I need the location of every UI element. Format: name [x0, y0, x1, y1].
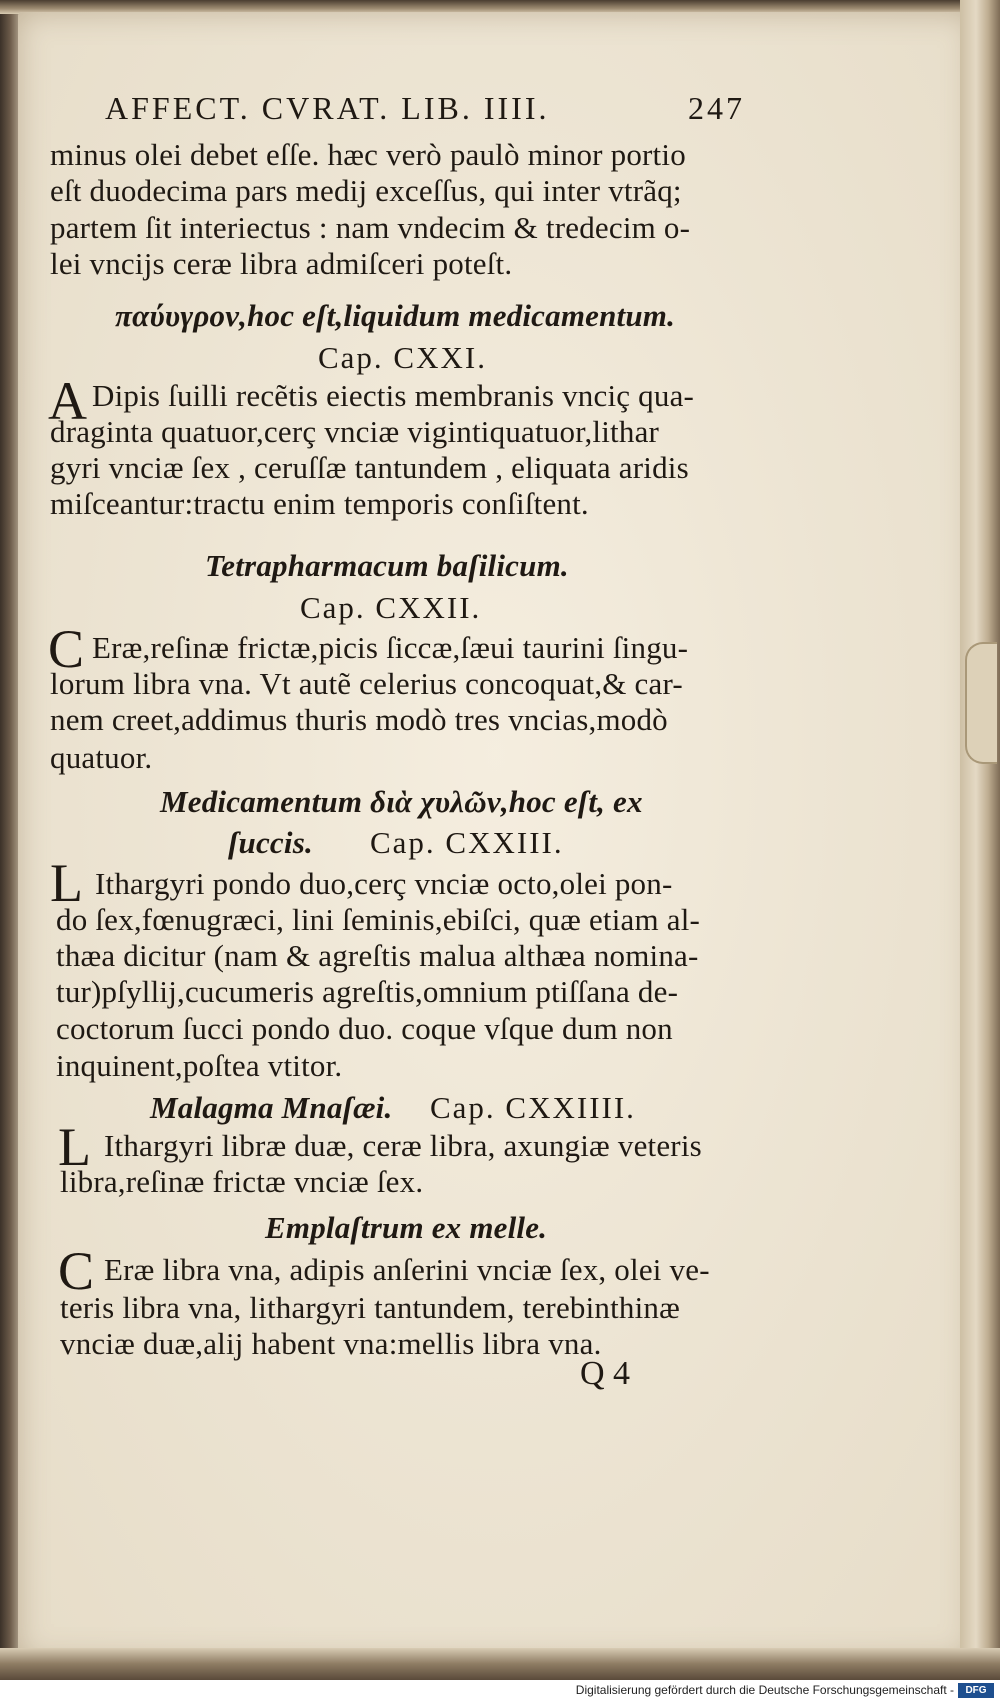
text-line: nem creet,addimus thuris modò tres vncias,modò [50, 702, 668, 737]
chapter-heading: Medicamentum διὰ χυλῶν,hoc eſt, ex [160, 784, 643, 819]
text-line: gyri vnciæ ſex , ceruſſæ tantundem , eliquata aridis [50, 450, 689, 485]
drop-cap: L [50, 853, 83, 913]
chapter-number: Cap. CXXI. [318, 340, 487, 375]
text-line: Dipis ſuilli recẽtis eiectis membranis vnciç qua- [92, 378, 695, 413]
text-line: quatuor. [50, 740, 153, 775]
text-line: lei vncijs ceræ libra admiſceri poteſt. [50, 246, 513, 281]
chapter-number: Cap. CXXIII. [370, 825, 564, 860]
text-line: Ithargyri pondo duo,cerç vnciæ octo,olei pon- [95, 866, 673, 901]
chapter-heading: Malagma Mnaſæi. [150, 1090, 393, 1125]
page-number: 247 [688, 90, 745, 126]
drop-cap: C [48, 619, 85, 679]
text-line: partem ſit interiectus : nam vndecim & tredecim o- [50, 210, 691, 245]
text-line: teris libra vna, lithargyri tantundem, terebinthinæ [60, 1290, 681, 1325]
text-line: lorum libra vna. Vt autẽ celerius concoquat,& car- [50, 666, 683, 701]
drop-cap: A [48, 371, 87, 431]
text-line: libra,reſinæ frictæ vnciæ ſex. [60, 1164, 424, 1199]
running-head-title: AFFECT. CVRAT. LIB. IIII. [105, 90, 550, 126]
chapter-heading: παύυγρον,hoc eſt,liquidum medicamentum. [115, 298, 676, 333]
text-line: vnciæ duæ,alij habent vna:mellis libra vna. [60, 1326, 602, 1361]
text-line: Ithargyri libræ duæ, ceræ libra, axungiæ veteris [104, 1128, 702, 1163]
text-line: miſceantur:tractu enim temporis conſiſtent. [50, 486, 589, 521]
digitization-credit-bar [0, 1680, 1000, 1701]
text-line: thæa dicitur (nam & agreſtis malua althæa nomina- [56, 938, 699, 973]
text-line: Eræ,reſinæ frictæ,picis ſiccæ,ſæui taurini ſingu- [92, 630, 689, 665]
credit-text: Digitalisierung gefördert durch die Deutsche Forschungsgemeinschaft - [575, 1683, 954, 1697]
text-line: tur)pſyllij,cucumeris agreſtis,omnium ptiſſana de- [56, 974, 679, 1009]
text-line: do ſex,fœnugræci, lini ſeminis,ebiſci, quæ etiam al- [56, 902, 701, 937]
chapter-heading: Emplaſtrum ex melle. [265, 1210, 548, 1245]
text-line: Eræ libra vna, adipis anſerini vnciæ ſex, olei ve- [104, 1252, 710, 1287]
text-line: draginta quatuor,cerç vnciæ vigintiquatuor,lithar [50, 414, 660, 449]
dfg-logo: DFG [958, 1683, 994, 1698]
text-line: inquinent,poſtea vtitor. [56, 1048, 343, 1083]
signature-mark: Q 4 [580, 1355, 631, 1392]
drop-cap: C [58, 1241, 95, 1301]
chapter-number: Cap. CXXIIII. [430, 1090, 636, 1125]
text-line: coctorum ſucci pondo duo. coque vſque dum non [56, 1011, 673, 1046]
chapter-number: Cap. CXXII. [300, 590, 482, 625]
text-line: eſt duodecima pars medij exceſſus, qui inter vtrãq; [50, 173, 682, 208]
text-line: minus olei debet eſſe. hæc verò paulò minor portio [50, 137, 686, 172]
chapter-heading: Tetrapharmacum baſilicum. [205, 548, 569, 583]
chapter-heading: ſuccis. [228, 825, 313, 860]
drop-cap: L [58, 1117, 91, 1177]
